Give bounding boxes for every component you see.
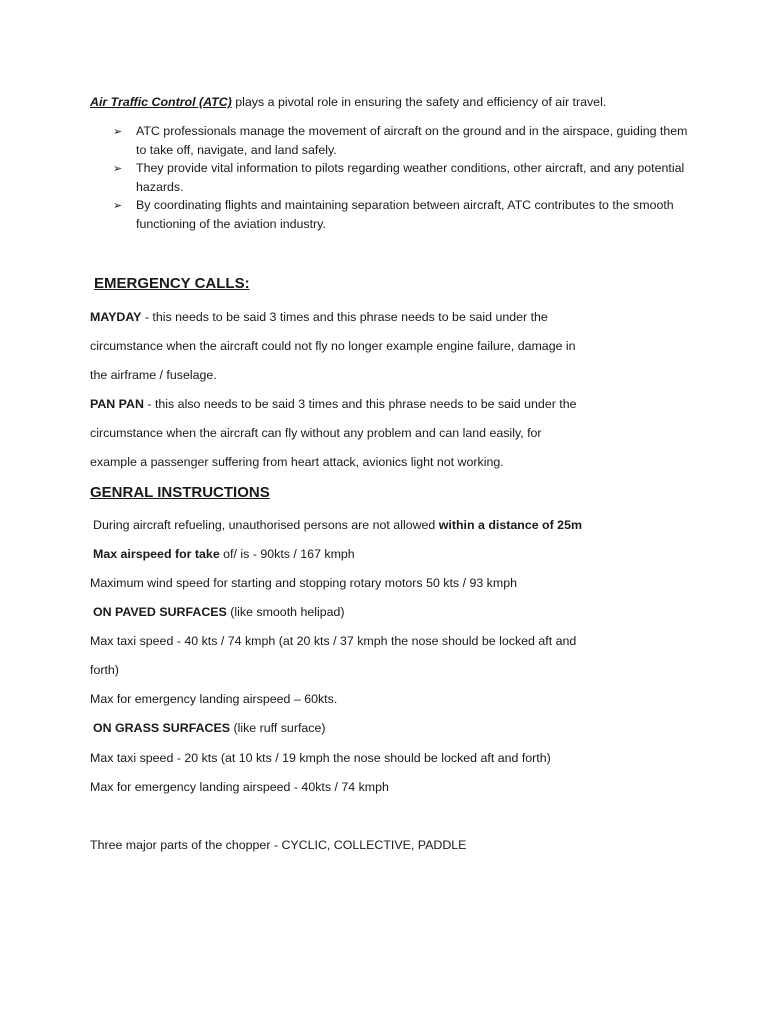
intro-paragraph: [90, 94, 606, 110]
takeoff-line: Max airspeed for take of/ is - 90kts / 167 kmph: [93, 547, 355, 561]
paved-taxi-line-2: forth): [90, 663, 119, 677]
mayday-line-3: the airframe / fuselage.: [90, 368, 217, 382]
emergency-heading: EMERGENCY CALLS:: [94, 275, 250, 292]
refuel-line: During aircraft refueling, unauthorised persons are not allowed within a distance of 25m: [93, 518, 582, 532]
panpan-term: PAN PAN: [90, 397, 144, 411]
bullet-arrow-icon: ➢: [113, 163, 123, 175]
chopper-parts-line: Three major parts of the chopper - CYCLIC, COLLECTIVE, PADDLE: [90, 838, 467, 852]
general-heading: GENRAL INSTRUCTIONS: [90, 484, 270, 501]
paved-surfaces-line: ON PAVED SURFACES (like smooth helipad): [93, 605, 345, 619]
wind-line: Maximum wind speed for starting and stopping rotary motors 50 kts / 93 kmph: [90, 576, 517, 590]
panpan-line-3: example a passenger suffering from heart attack, avionics light not working.: [90, 455, 504, 469]
grass-emergency-line: Max for emergency landing airspeed - 40kts / 74 kmph: [90, 780, 389, 794]
panpan-line-1: PAN PAN - this also needs to be said 3 times and this phrase needs to be said under the: [90, 397, 577, 411]
bullet-item-3: By coordinating flights and maintaining separation between aircraft, ATC contributes to the smooth functioning of the aviation industry.: [136, 198, 674, 231]
bullet-item-1: ATC professionals manage the movement of aircraft on the ground and in the airspace, guiding them to take off, navigate, and land safely.: [136, 124, 688, 157]
intro-rest: plays a pivotal role in ensuring the safety and efficiency of air travel.: [231, 95, 607, 109]
mayday-line-2: circumstance when the aircraft could not fly no longer example engine failure, damage in: [90, 339, 576, 353]
panpan-line-2: circumstance when the aircraft can fly without any problem and can land easily, for: [90, 426, 542, 440]
paved-taxi-line-1: Max taxi speed - 40 kts / 74 kmph (at 20 kts / 37 kmph the nose should be locked aft and: [90, 634, 577, 648]
paved-emergency-line: Max for emergency landing airspeed – 60kts.: [90, 692, 338, 706]
grass-taxi-line: Max taxi speed - 20 kts (at 10 kts / 19 kmph the nose should be locked aft and forth): [90, 751, 551, 765]
mayday-term: MAYDAY: [90, 310, 142, 324]
bullet-item-2: They provide vital information to pilots regarding weather conditions, other aircraft, and any potential hazards.: [136, 161, 685, 194]
bullet-arrow-icon: ➢: [113, 126, 123, 138]
intro-lead: Air Traffic Control (ATC): [90, 95, 232, 109]
grass-surfaces-line: ON GRASS SURFACES (like ruff surface): [93, 721, 326, 735]
mayday-line-1: MAYDAY - this needs to be said 3 times and this phrase needs to be said under the: [90, 310, 548, 324]
bullet-arrow-icon: ➢: [113, 200, 123, 212]
